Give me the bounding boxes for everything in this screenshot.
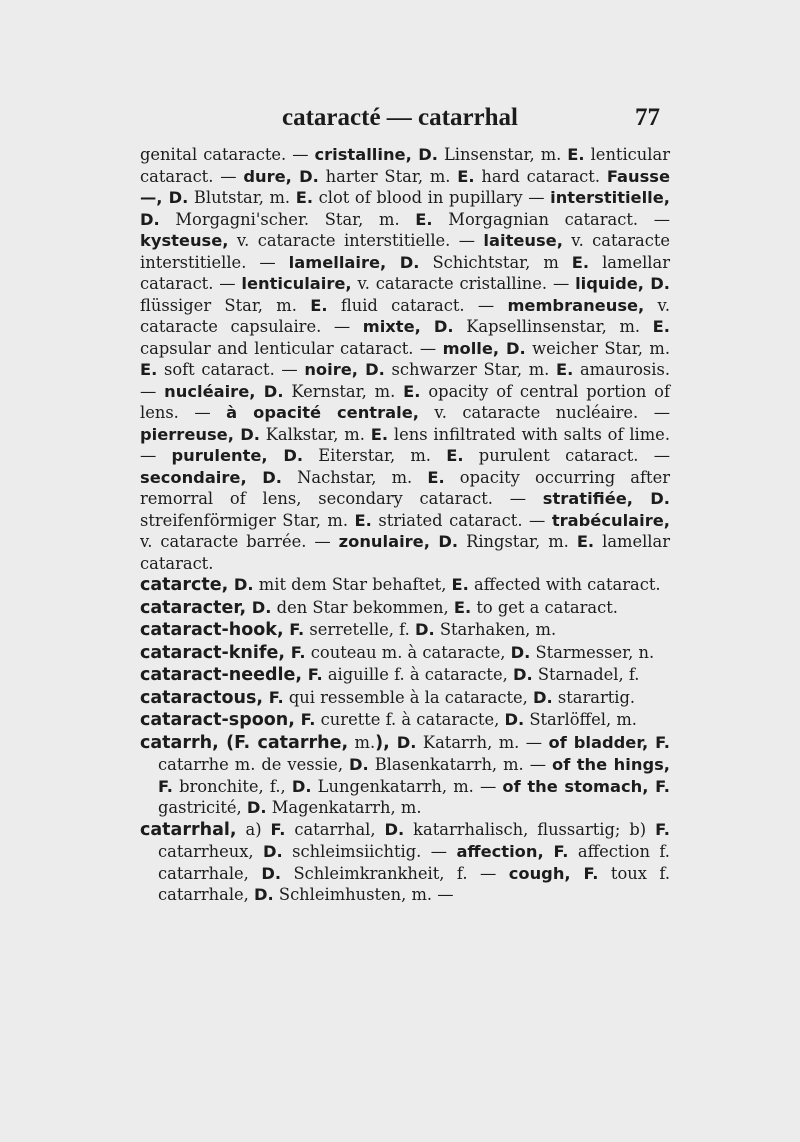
bold-term: of bladder, — [548, 732, 649, 752]
entry-text: Kernstar, m. — [283, 381, 404, 401]
bold-term: F. — [263, 687, 284, 707]
bold-term: kysteuse, — [140, 231, 229, 250]
entry-text: Starmesser, n. — [530, 642, 655, 662]
bold-term: D. — [499, 338, 526, 358]
entry-text: Kapsellinsenstar, m. — [453, 317, 653, 336]
bold-term: of the stomach, — [502, 776, 649, 796]
bold-term: D. — [512, 665, 533, 684]
bold-term: laiteuse, — [483, 231, 563, 250]
entry-text: Morgagnian cataract. — — [432, 209, 670, 229]
bold-term: D. — [510, 642, 531, 662]
entry-text: a) — [236, 819, 271, 839]
bold-term: trabéculaire, — [551, 510, 670, 530]
bold-term: à opacité centrale, — [226, 403, 419, 422]
entry-text: to get a cataract. — [471, 597, 618, 617]
bold-term: E. — [451, 575, 469, 594]
bold-term: D. — [504, 710, 525, 729]
entries-column — [140, 144, 670, 906]
bold-term: F. — [648, 776, 670, 796]
bold-term: Fausse —, — [140, 166, 671, 207]
entry-text: bronchite, f., — [172, 776, 292, 796]
entry-text: v. cataracte cristalline. — — [351, 274, 576, 293]
bold-term: D. — [291, 776, 312, 796]
entry-text: Katarrh, m. — — [416, 732, 549, 752]
entry-text: Starnadel, f. — [532, 665, 640, 684]
bold-term: D. — [255, 381, 284, 401]
bold-term: pierreuse, — [140, 424, 234, 444]
bold-term: F. — [285, 642, 306, 662]
bold-term: stratifiée, — [542, 489, 633, 508]
bold-term: E. — [652, 317, 670, 336]
entry-text: Blutstar, m. — [188, 188, 296, 207]
entry-text: Schichtstar, m — [419, 252, 572, 272]
bold-term: E. — [427, 467, 445, 487]
bold-term: nucléaire, — [164, 381, 256, 401]
bold-term: D. — [246, 467, 282, 487]
bold-term: purulente, — [171, 446, 268, 465]
bold-term: D. — [349, 755, 369, 774]
bold-term: E. — [576, 532, 595, 551]
bold-term: D. — [643, 274, 670, 293]
entry-text: capsular and lenticular cataract. — — [140, 338, 443, 358]
bold-term: D. — [254, 885, 274, 904]
bold-term: D. — [263, 842, 283, 861]
entry-text: Nachstar, m. — [281, 467, 428, 487]
entry-cataract-needle — [140, 664, 670, 687]
entry-text: weicher Star, m. — [525, 338, 671, 358]
entry-text: aiguille f. à cataracte, — [322, 665, 513, 684]
entry-cataract-knife — [140, 642, 670, 665]
bold-term: D. — [291, 166, 319, 186]
entry-cataract-hook — [140, 619, 670, 642]
entry-text: catarrheux, — [158, 842, 264, 861]
bold-term: mixte, — [362, 317, 421, 336]
page-number: 77 — [635, 104, 660, 131]
entry-text: hard cataract. — [474, 166, 607, 186]
entry-text: Starlöffel, m. — [524, 710, 637, 729]
bold-term: D. — [420, 317, 454, 336]
entry-catarrh — [140, 732, 670, 819]
bold-term: D. — [386, 252, 420, 272]
entry-text: streifenförmiger Star, m. — [140, 510, 355, 530]
bold-term: E. — [354, 510, 372, 530]
bold-term: F. — [543, 842, 569, 861]
bold-term: E. — [370, 424, 389, 444]
headword: cataractous, — [140, 687, 264, 708]
bold-term: E. — [571, 252, 590, 272]
entry-text: Schleimhusten, m. — — [273, 885, 454, 904]
bold-term: F. — [648, 732, 670, 752]
bold-term: zonulaire, — [338, 532, 430, 551]
headword: catarrhal, — [140, 819, 237, 840]
entry-text: gastricité, — [158, 798, 247, 817]
entry-text: den Star bekommen, — [271, 597, 454, 617]
entry-text: toux f. catarrhale, — [158, 863, 670, 904]
bold-term: affection, — [456, 842, 544, 861]
entry-text: flüssiger Star, m. — [140, 295, 311, 315]
entry-text: v. cataracte capsulaire. — — [140, 295, 671, 336]
bold-term: cristalline, — [314, 145, 412, 164]
entry-text: Linsenstar, m. — [437, 145, 568, 164]
headword: cataract-spoon, — [140, 710, 295, 730]
bold-term: D. — [228, 575, 254, 594]
bold-term: F. — [655, 819, 670, 839]
bold-term: D. — [246, 798, 267, 817]
bold-term: lamellaire, — [288, 252, 387, 272]
headword: cataract-needle, — [140, 665, 303, 685]
entry-text: affection f. catarrhale, — [158, 842, 670, 883]
entry-text: clot of blood in pupillary — — [313, 188, 551, 207]
bold-term: E. — [415, 209, 433, 229]
headword: ), — [375, 732, 390, 753]
entry-catarcte — [140, 574, 670, 597]
entry-text: couteau m. à cataracte, — [305, 642, 511, 662]
entry-cataracter — [140, 597, 670, 620]
bold-term: liquide, — [575, 274, 644, 293]
headword: cataracter, — [140, 597, 247, 618]
bold-term: F. — [270, 819, 286, 839]
bold-term: E. — [310, 295, 328, 315]
entry-text: serretelle, f. — [304, 620, 415, 639]
bold-term: interstitielle, — [550, 188, 670, 207]
entry-text: striated cataract. — — [371, 510, 552, 530]
bold-term: F. — [294, 710, 316, 729]
entry-text: Schleimkrankheit, f. — — [281, 863, 509, 883]
entry-text: starartig. — [552, 687, 636, 707]
bold-term: D. — [140, 209, 160, 229]
entry-text: Magenkatarrh, m. — [266, 798, 422, 817]
entry-text: curette f. à cataracte, — [315, 710, 505, 729]
entry-text: catarrhal, — [285, 819, 385, 839]
bold-term: E. — [457, 166, 475, 186]
headword: catarcte, — [140, 575, 229, 595]
entry-text: affected with cataract. — [468, 575, 661, 594]
entry-text: amaurosis. — — [140, 360, 670, 401]
entry-text: m. — [348, 732, 376, 752]
bold-term: D. — [429, 532, 459, 551]
bold-term: D. — [389, 732, 417, 752]
entry-text: lamellar cataract. — [140, 532, 670, 573]
entry-text: Lungenkatarrh, m. — — [311, 776, 503, 796]
entry-text: harter Star, m. — [318, 166, 458, 186]
entry-text: schwarzer Star, m. — [384, 360, 557, 379]
entry-text: Ringstar, m. — [458, 532, 577, 551]
headword: cataract-hook, — [140, 620, 284, 640]
bold-term: D. — [411, 145, 438, 164]
entry-text: v. cataracte interstitielle. — — [140, 231, 671, 272]
entry-text: catarrhe m. de vessie, — [158, 755, 349, 774]
bold-term: D. — [246, 597, 272, 617]
bold-term: lenticulaire, — [241, 274, 352, 293]
bold-term: D. — [233, 424, 260, 444]
bold-term: D. — [384, 819, 405, 839]
bold-term: D. — [414, 620, 435, 639]
entry-text: Morgagni'scher. Star, m. — [159, 209, 416, 229]
bold-term: membraneuse, — [507, 295, 645, 315]
entry-text: opacity occurring after remorral of lens, secondary cataract. — — [140, 467, 670, 508]
entry-text: purulent cataract. — — [463, 446, 670, 465]
bold-term: E. — [453, 597, 472, 617]
bold-term: D. — [357, 360, 385, 379]
bold-term: E. — [446, 446, 464, 465]
bold-term: E. — [567, 145, 585, 164]
running-head: cataracté — catarrhal — [282, 104, 518, 131]
entry-text: Kalkstar, m. — [259, 424, 371, 444]
entry-text: qui ressemble à la cataracte, — [283, 687, 533, 707]
bold-term: secondaire, — [140, 467, 247, 487]
entry-text: fluid cataract. — — [327, 295, 508, 315]
entry-text: genital cataracte. — — [140, 145, 315, 164]
entry-text: v. cataracte barrée. — — [140, 532, 339, 551]
entry-text: lens infiltrated with salts of lime. — — [140, 424, 670, 465]
entry-text: Blasenkatarrh, m. — — [368, 755, 553, 774]
entry-cataract-spoon — [140, 709, 670, 732]
bold-term: cough, — [508, 863, 571, 883]
entry-text: v. cataracte interstitielle. — — [228, 231, 484, 250]
bold-term: E. — [403, 381, 421, 401]
entry-catarrhal — [140, 819, 670, 906]
headword: (F. catarrhe, — [218, 732, 349, 753]
bold-term: F. — [570, 863, 599, 883]
entry-text: Starhaken, m. — [434, 620, 557, 639]
bold-term: E. — [140, 360, 158, 379]
headword: catarrh, — [140, 732, 219, 753]
bold-term: D. — [633, 489, 670, 508]
entry-cataract-cont — [140, 144, 670, 574]
bold-term: of the hings, — [552, 755, 670, 774]
entry-text: lenticular cataract. — — [140, 145, 670, 186]
entry-text: Eiterstar, m. — [303, 446, 447, 465]
entry-text: soft cataract. — — [157, 360, 305, 379]
bold-term: D. — [267, 446, 304, 465]
headword: cataract-knife, — [140, 642, 286, 663]
bold-term: dure, — [243, 166, 292, 186]
page-header — [0, 104, 800, 136]
entry-text: mit dem Star behaftet, — [253, 575, 452, 594]
entry-text: lamellar cataract. — — [140, 252, 670, 293]
entry-text: opacity of central portion of lens. — — [140, 381, 670, 422]
bold-term: F. — [302, 665, 323, 684]
bold-term: D. — [162, 188, 189, 207]
bold-term: F. — [158, 776, 173, 796]
bold-term: noire, — [304, 360, 358, 379]
entry-cataractous — [140, 687, 670, 710]
entry-text: schleimsiichtig. — — [282, 842, 457, 861]
bold-term: F. — [283, 620, 305, 639]
bold-term: E. — [295, 188, 314, 207]
bold-term: E. — [556, 360, 574, 379]
entry-text: katarrhalisch, flussartig; b) — [404, 819, 656, 839]
entry-text: v. cataracte nucléaire. — — [418, 403, 670, 422]
bold-term: D. — [261, 863, 282, 883]
bold-term: molle, — [442, 338, 500, 358]
bold-term: D. — [532, 687, 553, 707]
